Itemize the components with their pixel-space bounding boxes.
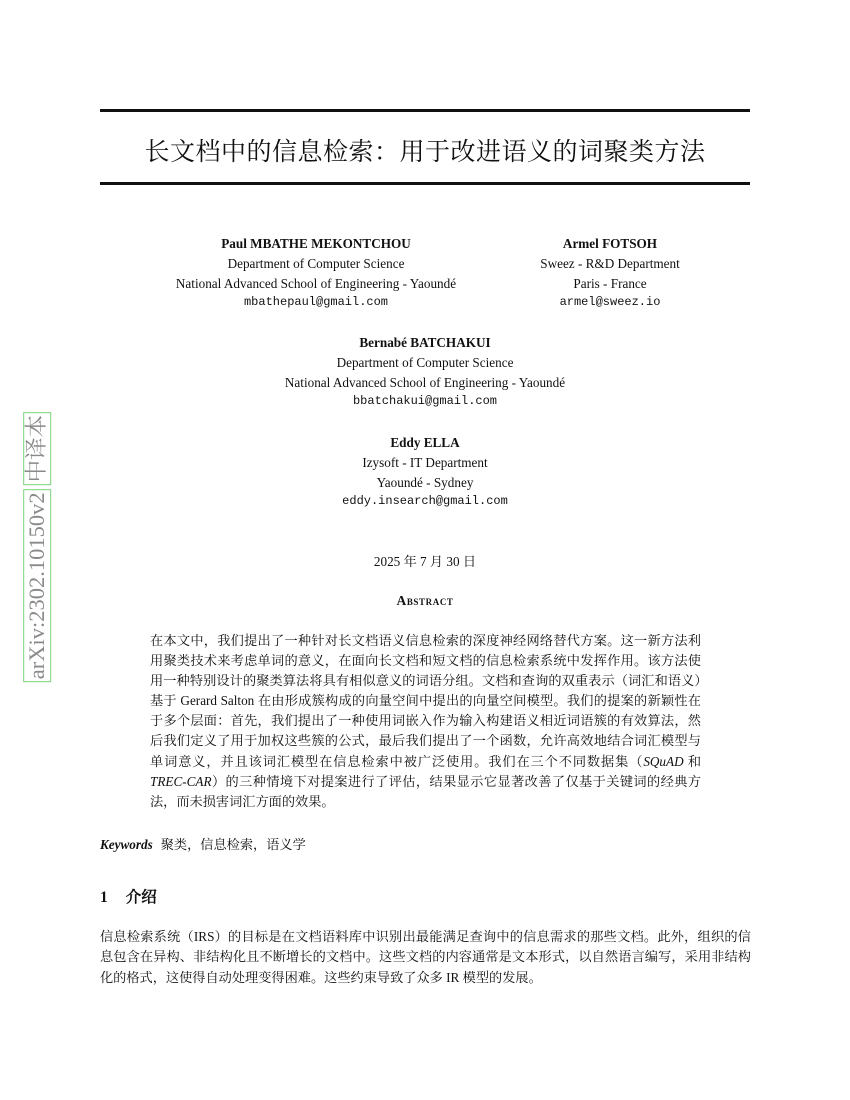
author-block-2 [510,234,710,313]
author-block-3 [100,333,750,412]
author-department: Sweez - R&D Department [540,255,680,271]
paper-title: 长文档中的信息检索：用于改进语义的词聚类方法 [144,139,706,166]
author-organization: National Advanced School of Engineering - Yaoundé [284,374,566,390]
author-email[interactable]: armel@sweez.io [559,295,661,310]
author-block-1 [150,234,482,313]
abstract-text-part1: 在本文中，我们提出了一种针对长文档语义信息检索的深度神经网络替代方案。这一新方法利用聚类技术来考虑单词的意义，在面向长文档和短文档的信息检索系统中发挥作用。该方法使用一种特别设计的聚类算法将具有相似意义的词语分组。文档和查询的双重表示（词汇和语义）基于 Gerard Salton 在由形成簇构成的向量空间中提出的向量空间模型。我们的提案的新颖性在于多个层面：首先，我们提出了一种使用词嵌入作为输入构建语义相近词语簇的有效算法，然后我们定义了用于加权这些簇的公式，最后我们提出了一个函数，允许高效地结合词汇模型与单词意义，并且该词汇模型在信息检索中被广泛使用。我们在三个不同数据集（ [150,633,701,769]
keywords-label: Keywords [100,837,153,852]
keywords-line [100,834,306,853]
author-block-4 [100,433,750,512]
section-number: 1 [100,889,108,906]
arxiv-side-stamp[interactable] [22,391,52,702]
introduction-paragraph: 信息检索系统（IRS）的目标是在文档语料库中识别出最能满足查询中的信息需求的那些文档。此外，组织的信息包含在异构、非结构化且不断增长的文档中。这些文档的内容通常是文本形式，以自然语言编写，采用非结构化的格式，这使得自动处理变得困难。这些约束导致了众多 IR 模型的发展。 [100,929,751,985]
abstract-heading: Abstract [396,593,454,608]
author-email[interactable]: bbatchakui@gmail.com [352,394,498,409]
author-department: Department of Computer Science [227,255,405,271]
dataset-squad: SQuAD [643,753,684,769]
author-department: Izysoft - IT Department [362,454,488,470]
abstract-body [150,631,701,812]
top-rule [100,109,750,112]
author-email[interactable]: eddy.insearch@gmail.com [342,494,508,509]
author-organization: Yaoundé - Sydney [376,474,474,490]
author-name: Armel FOTSOH [562,236,658,251]
section-title: 介绍 [125,889,157,906]
dataset-trec-car: TREC-CAR [150,773,212,789]
abstract-conjunction: 和 [683,753,702,769]
author-organization: National Advanced School of Engineering - Yaoundé [175,275,457,291]
section-heading-introduction [100,885,157,907]
keywords-text: 聚类，信息检索，语义学 [160,837,306,852]
translation-label: 中译本 [23,411,51,485]
paper-date: 2025 年 7 月 30 日 [373,554,477,569]
title-bottom-rule [100,182,750,185]
author-name: Paul MBATHE MEKONTCHOU [221,236,411,251]
arxiv-id-label[interactable]: arXiv:2302.10150v2 [23,489,51,682]
author-email[interactable]: mbathepaul@gmail.com [243,295,389,310]
author-department: Department of Computer Science [336,354,514,370]
author-name: Bernabé BATCHAKUI [359,335,491,350]
abstract-text-part2: ）的三种情境下对提案进行了评估，结果显示它显著改善了仅基于关键词的经典方法，而未损害词汇方面的效果。 [150,773,701,809]
author-name: Eddy ELLA [390,435,460,450]
author-organization: Paris - France [573,275,647,291]
